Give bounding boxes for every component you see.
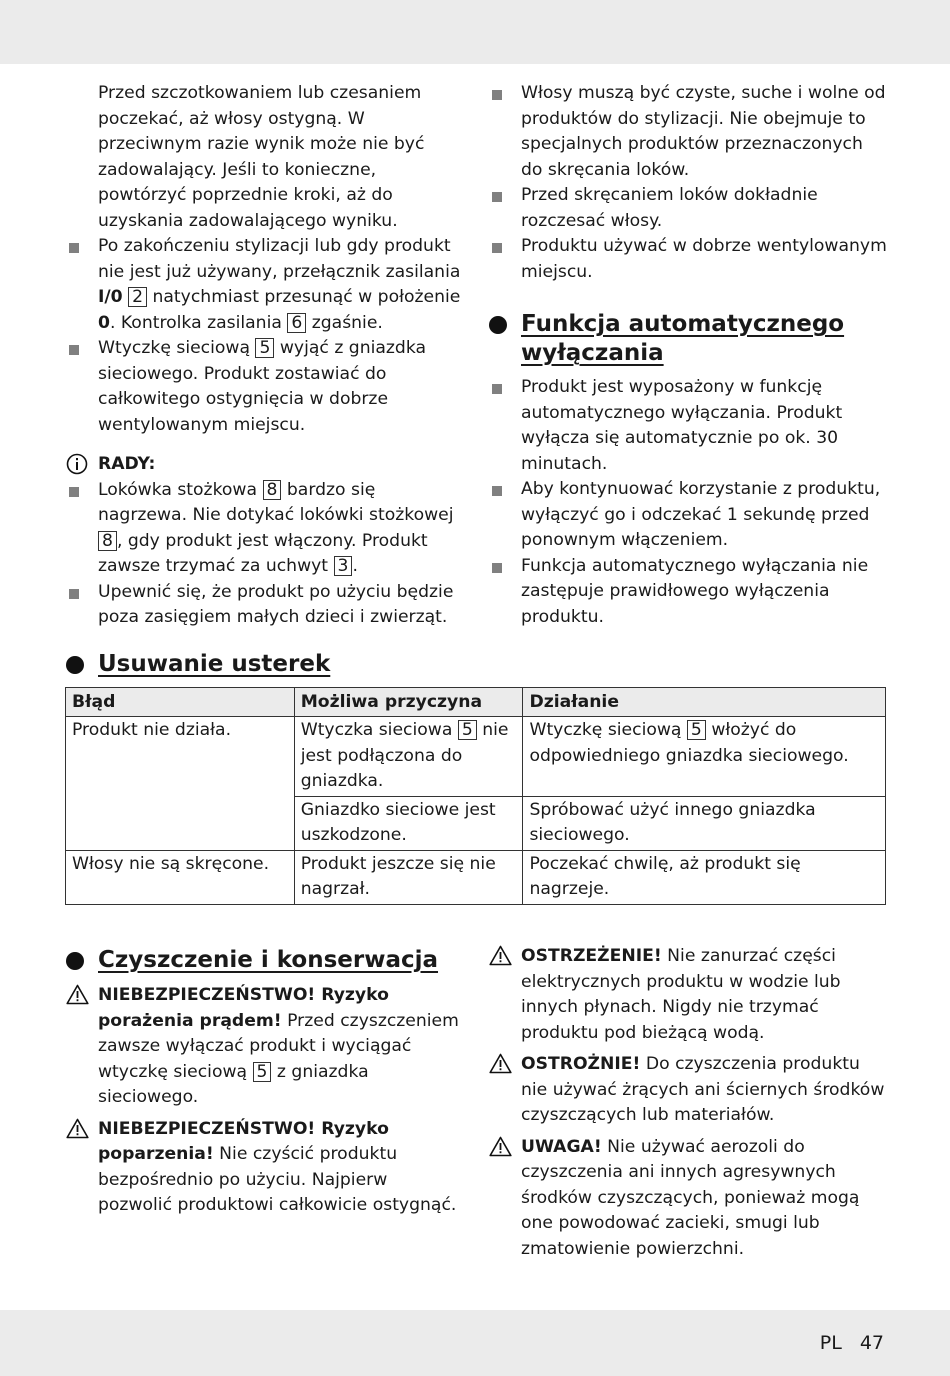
continued-paragraph: Przed szczotkowaniem lub czesaniem poczekać, aż włosy ostygną. W przeciwnym razie wynik może nie być zadowalający. Jeśli to konieczne, powtórzyć poprzednie kroki, aż do uzyskania zadowalającego wyniku. (98, 83, 425, 231)
bullet-power-switch: Po zakończeniu stylizacji lub gdy produkt nie jest już używany, przełącznik zasilania I/0 2 natychmiast przesunąć w położenie 0. Kontrolka zasilania 6 zgaśnie. (66, 234, 466, 336)
warning-triangle-icon (489, 945, 512, 975)
bullet-square-icon (492, 563, 502, 573)
top-band (0, 0, 950, 64)
warning-triangle-icon (489, 1136, 512, 1166)
page-footer (820, 1331, 884, 1357)
heading-cleaning: Czyszczenie i konserwacja (66, 946, 466, 975)
bullet-comb-hair: Przed skręcaniem loków dokładnie rozczesać włosy. (489, 183, 889, 234)
warning-water: OSTRZEŻENIE! Nie zanurzać części elektrycznych produktu w wodzie lub innych płynach. Nigdy nie trzymać produktu pod bieżącą wodą. (489, 944, 889, 1046)
warning-electric-shock: NIEBEZPIECZEŃSTWO! Ryzyko porażenia prądem! Przed czyszczeniem zawsze wyłączać produkt i wyciągać wtyczkę sieciową 5 z gniazdka sieciowego. (66, 983, 466, 1111)
cleaning-right-column (489, 944, 889, 1262)
bullet-square-icon (492, 192, 502, 202)
bullet-not-replacement: Funkcja automatycznego wyłączania nie zastępuje prawidłowego wyłączenia produktu. (489, 554, 889, 631)
action-cell: Spróbować użyć innego gniazdka sieciowego. (523, 796, 886, 850)
fault-cell: Włosy nie są skręcone. (66, 850, 295, 904)
section-bullet-icon (489, 316, 507, 334)
bottom-band (0, 1310, 950, 1376)
table-header-row (66, 688, 886, 717)
page-number: 47 (859, 1332, 884, 1354)
troubleshooting-table (65, 687, 886, 905)
table-row (66, 850, 886, 904)
col-header-fault: Błąd (66, 688, 295, 717)
bullet-square-icon (69, 589, 79, 599)
warning-triangle-icon (489, 1053, 512, 1083)
col-header-cause: Możliwa przyczyna (294, 688, 523, 717)
bullet-children: Upewnić się, że produkt po użyciu będzie poza zasięgiem małych dzieci i zwierząt. (66, 580, 466, 631)
bullet-square-icon (492, 243, 502, 253)
bullet-square-icon (69, 243, 79, 253)
cause-cell: Wtyczka sieciowa 5 nie jest podłączona do gniazdka. (294, 717, 523, 797)
bullet-auto-off-info: Produkt jest wyposażony w funkcję automatycznego wyłączania. Produkt wyłącza się automatycznie po ok. 30 minutach. (489, 375, 889, 477)
section-bullet-icon (66, 656, 84, 674)
bullet-square-icon (69, 487, 79, 497)
bullet-square-icon (492, 486, 502, 496)
heading-troubleshooting: Usuwanie usterek (66, 650, 330, 679)
warning-burns: NIEBEZPIECZEŃSTWO! Ryzyko poparzenia! Nie czyścić produktu bezpośrednio po użyciu. Najpierw pozwolić produktowi całkowicie ostygnąć. (66, 1117, 466, 1219)
notice-aerosols: UWAGA! Nie używać aerozoli do czyszczenia ani innych agresywnych środków czyszczących, ponieważ mogą one powodować zacieki, smugi lub zmatowienie powierzchni. (489, 1135, 889, 1263)
warning-triangle-icon (66, 984, 89, 1014)
action-cell: Poczekać chwilę, aż produkt się nagrzeje. (523, 850, 886, 904)
col-header-action: Działanie (523, 688, 886, 717)
caution-abrasives: OSTROŻNIE! Do czyszczenia produktu nie używać żrących ani ściernych środków czyszczących lub materiałów. (489, 1052, 889, 1129)
section-bullet-icon (66, 952, 84, 970)
bullet-continue-use: Aby kontynuować korzystanie z produktu, wyłączyć go i odczekać 1 sekundę przed ponownym włączeniem. (489, 477, 889, 554)
bullet-curling-cone: Lokówka stożkowa 8 bardzo się nagrzewa. Nie dotykać lokówki stożkowej 8 , gdy produkt jest włączony. Produkt zawsze trzymać za uchwyt 3 . (66, 478, 466, 580)
bullet-unplug: Wtyczkę sieciową 5 wyjąć z gniazdka sieciowego. Produkt zostawiać do całkowitego ostygnięcia w dobrze wentylowanym miejscu. (66, 336, 466, 438)
language-code: PL (819, 1332, 842, 1354)
bullet-square-icon (69, 345, 79, 355)
action-cell: Wtyczkę sieciową 5 włożyć do odpowiedniego gniazdka sieciowego. (523, 717, 886, 797)
left-column (66, 81, 466, 631)
bullet-ventilation: Produktu używać w dobrze wentylowanym miejscu. (489, 234, 889, 285)
bullet-square-icon (492, 90, 502, 100)
right-column (489, 81, 889, 630)
heading-auto-off: Funkcja automatycznego wyłączania (489, 310, 889, 368)
fault-cell: Produkt nie działa. (66, 717, 295, 851)
bullet-square-icon (492, 384, 502, 394)
warning-triangle-icon (66, 1118, 89, 1148)
cleaning-left-column (66, 946, 466, 1219)
table-row (66, 717, 886, 797)
bullet-clean-hair: Włosy muszą być czyste, suche i wolne od produktów do stylizacji. Nie obejmuje to specjalnych produktów przeznaczonych do skręcania loków. (489, 81, 889, 183)
tips-heading: RADY: (66, 452, 466, 478)
cause-cell: Produkt jeszcze się nie nagrzał. (294, 850, 523, 904)
cause-cell: Gniazdko sieciowe jest uszkodzone. (294, 796, 523, 850)
